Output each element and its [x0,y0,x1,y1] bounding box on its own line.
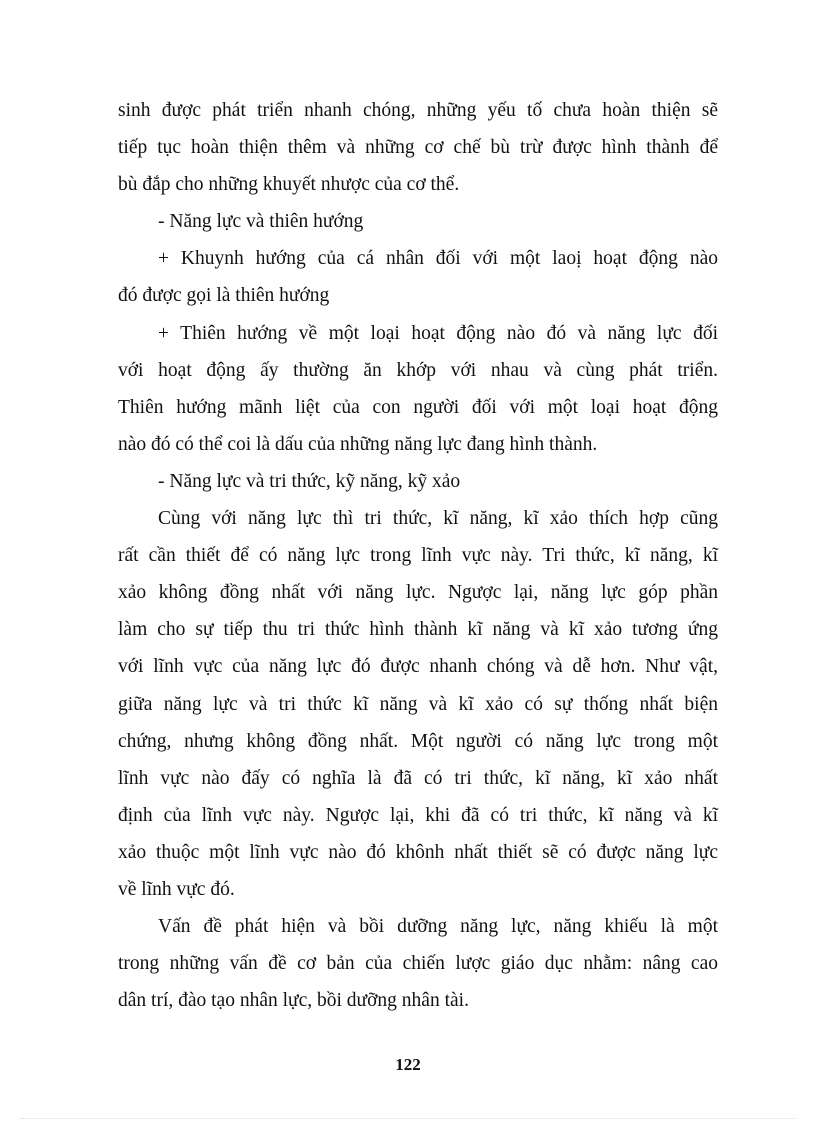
text-line: sinh được phát triển nhanh chóng, những yếu tố chưa hoàn thiện sẽ [118,100,718,121]
text-line: với lĩnh vực của năng lực đó được nhanh chóng và dễ hơn. Như vật, [118,656,718,678]
text-line: + Khuynh hướng của cá nhân đối với một laoị hoạt động nào [158,248,718,270]
text-line: tiếp tục hoàn thiện thêm và những cơ chế bù trừ được hình thành để [118,137,718,159]
page-edge-divider [20,1118,796,1119]
text-line: chứng, nhưng không đồng nhất. Một người có năng lực trong một [118,730,718,752]
text-line: giữa năng lực và tri thức kĩ năng và kĩ xảo có sự thống nhất biện [118,693,718,715]
page-number: 122 [395,1055,421,1074]
text-line: đó được gọi là thiên hướng [118,285,330,307]
text-line: Cùng với năng lực thì tri thức, kĩ năng, kĩ xảo thích hợp cũng [158,508,718,530]
section-heading: - Năng lực và tri thức, kỹ năng, kỹ xảo [158,470,461,492]
section-heading: - Năng lực và thiên hướng [158,211,364,233]
text-line: + Thiên hướng về một loại hoạt động nào đó và năng lực đối [158,322,718,344]
text-line: Vấn đề phát hiện và bồi dưỡng năng lực, năng khiếu là một [158,916,718,938]
text-line: dân trí, đào tạo nhân lực, bồi dưỡng nhân tài. [118,990,469,1012]
text-line: bù đắp cho những khuyết nhược của cơ thể. [118,174,460,196]
body-text [118,92,718,1019]
text-line: rất cần thiết để có năng lực trong lĩnh vực này. Tri thức, kĩ năng, kĩ [118,545,718,567]
text-line: làm cho sự tiếp thu tri thức hình thành kĩ năng và kĩ xảo tương ứng [118,619,718,641]
text-line: lĩnh vực nào đấy có nghĩa là đã có tri thức, kĩ năng, kĩ xảo nhất [118,767,718,789]
text-line: nào đó có thể coi là dấu của những năng lực đang hình thành. [118,433,598,455]
text-line: xảo thuộc một lĩnh vực nào đó khônh nhất thiết sẽ có được năng lực [118,841,718,863]
text-line: Thiên hướng mãnh liệt của con người đối với một loại hoạt động [118,396,718,418]
text-line: với hoạt động ấy thường ăn khớp với nhau và cùng phát triển. [118,359,718,381]
text-line: xảo không đồng nhất với năng lực. Ngược lại, năng lực góp phần [118,582,718,604]
text-line: về lĩnh vực đó. [118,878,235,900]
text-line: trong những vấn đề cơ bản của chiến lược giáo dục nhằm: nâng cao [118,953,718,975]
text-line: định của lĩnh vực này. Ngược lại, khi đã có tri thức, kĩ năng và kĩ [118,804,718,826]
